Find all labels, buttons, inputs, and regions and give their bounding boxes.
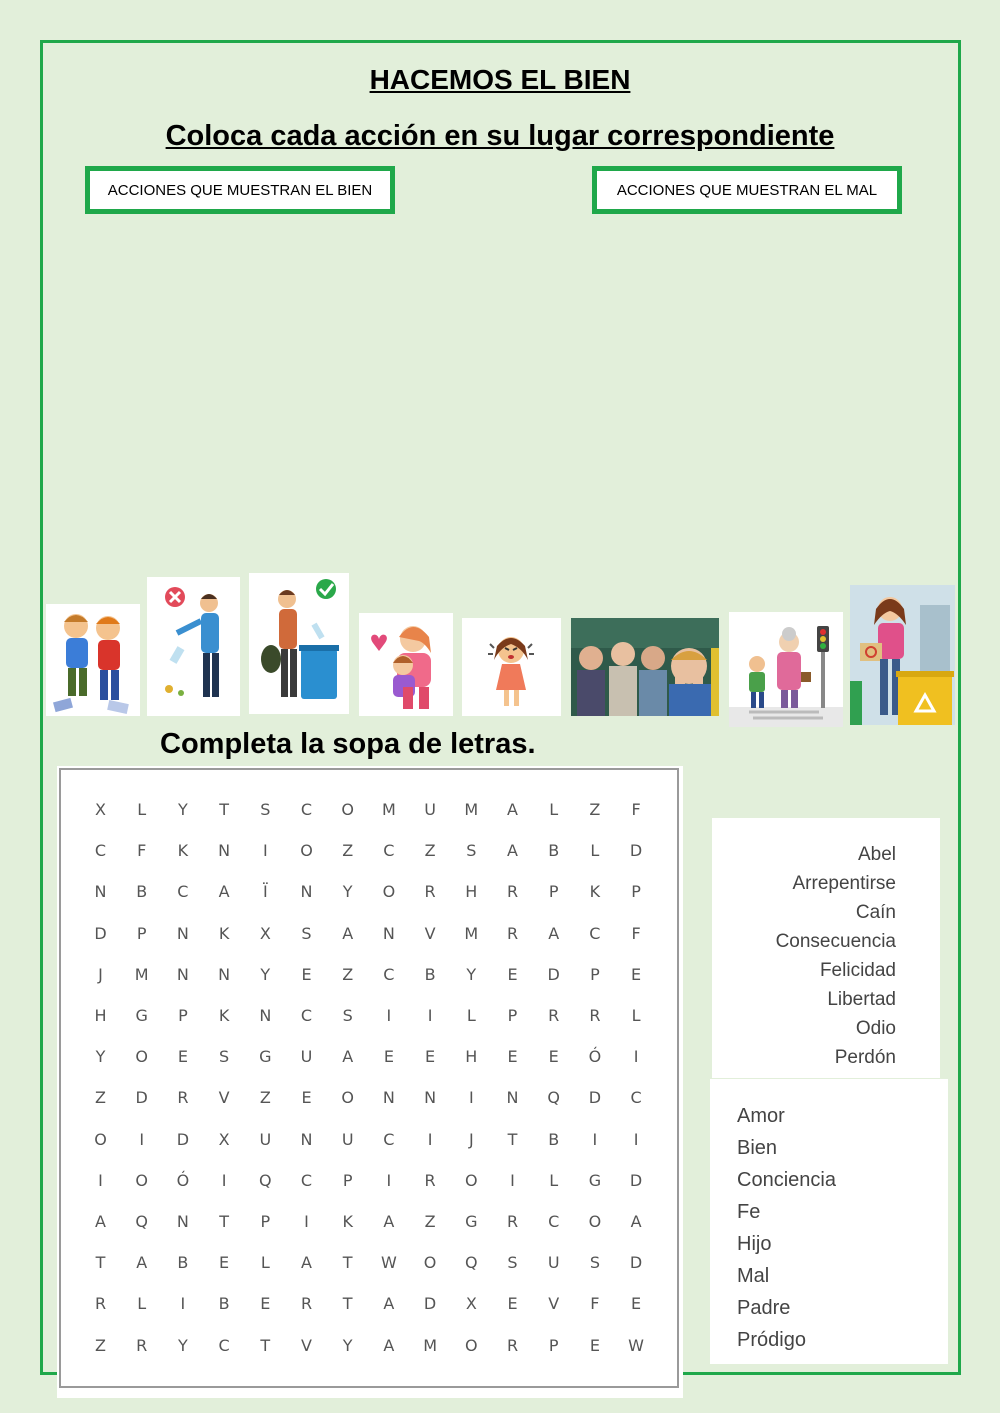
word-list-item: Bien (737, 1137, 778, 1159)
grid-cell[interactable]: O (465, 1335, 478, 1355)
bullying-photo-icon (571, 618, 719, 716)
grid-cell[interactable]: S (466, 841, 477, 861)
grid-cell[interactable]: I (221, 1170, 227, 1190)
instruction-subtitle: Coloca cada acción en su lugar correspondiente (165, 120, 835, 152)
grid-cell[interactable]: N (300, 882, 313, 902)
helping-elder-icon (729, 612, 843, 727)
grid-cell[interactable]: X (95, 800, 106, 819)
grid-cell[interactable]: Q (465, 1253, 478, 1273)
grid-cell[interactable]: Y (178, 1335, 188, 1355)
grid-cell[interactable]: D (423, 1294, 437, 1314)
grid-cell[interactable]: U (547, 1253, 560, 1273)
picture-bullying-photo[interactable] (571, 618, 719, 716)
grid-cell[interactable]: E (383, 1047, 394, 1067)
grid-cell[interactable]: C (548, 1212, 560, 1231)
grid-cell[interactable]: Y (178, 800, 188, 819)
grid-cell[interactable]: A (342, 1047, 354, 1067)
grid-cell[interactable]: A (383, 1335, 395, 1355)
grid-cell[interactable]: C (177, 882, 189, 902)
grid-cell[interactable]: Q (547, 1088, 560, 1108)
grid-cell[interactable]: C (94, 841, 107, 861)
grid-cell[interactable]: B (548, 1129, 560, 1149)
grid-cell[interactable]: W (628, 1335, 644, 1355)
grid-cell[interactable]: E (425, 1047, 436, 1067)
grid-cell[interactable]: I (386, 1170, 392, 1190)
picture-helping-elder[interactable] (729, 612, 843, 727)
grid-cell[interactable]: Z (259, 1088, 271, 1108)
grid-cell[interactable]: L (549, 1170, 559, 1190)
word-list-item: Hijo (737, 1233, 772, 1255)
grid-cell[interactable]: E (507, 1047, 518, 1067)
grid-cell[interactable]: C (300, 800, 313, 819)
grid-cell[interactable]: T (219, 1212, 229, 1231)
grid-cell[interactable]: A (342, 923, 354, 943)
word-list-right (712, 818, 940, 1078)
word-list-item: Pródigo (737, 1329, 806, 1351)
grid-cell[interactable]: F (631, 923, 641, 943)
grid-cell[interactable]: L (549, 800, 559, 819)
grid-cell[interactable]: H (465, 1047, 478, 1067)
grid-cell[interactable]: E (301, 1088, 312, 1108)
grid-cell[interactable]: K (589, 882, 601, 902)
grid-cell[interactable]: P (342, 1170, 353, 1190)
grid-cell[interactable]: F (137, 841, 147, 861)
grid-cell[interactable]: A (383, 1212, 395, 1231)
grid-cell[interactable]: X (218, 1129, 230, 1149)
category-bad-label: ACCIONES QUE MUESTRAN EL MAL (592, 166, 902, 214)
grid-cell[interactable]: R (506, 1212, 519, 1231)
grid-cell[interactable]: R (506, 1335, 519, 1355)
grid-cell[interactable]: T (507, 1129, 518, 1149)
word-list-item: Padre (737, 1297, 791, 1319)
grid-cell[interactable]: P (178, 1006, 188, 1025)
grid-cell[interactable]: Z (424, 1212, 436, 1231)
grid-cell[interactable]: A (301, 1253, 312, 1273)
grid-cell[interactable]: D (94, 923, 107, 943)
grid-cell[interactable]: B (177, 1253, 189, 1273)
grid-cell[interactable]: R (424, 882, 436, 902)
grid-cell[interactable]: V (548, 1294, 560, 1314)
grid-cell[interactable]: Q (259, 1170, 272, 1190)
grid-cell[interactable]: A (95, 1212, 106, 1231)
grid-cell[interactable]: N (424, 1088, 437, 1108)
page-title: HACEMOS EL BIEN (369, 64, 631, 95)
grid-cell[interactable]: F (631, 800, 641, 819)
grid-cell[interactable]: V (424, 923, 436, 943)
kids-fighting-icon (46, 604, 140, 716)
grid-cell[interactable]: S (589, 1253, 600, 1273)
grid-cell[interactable]: Q (135, 1212, 148, 1231)
grid-cell[interactable]: N (382, 1088, 395, 1108)
grid-cell[interactable]: Z (95, 1088, 106, 1108)
grid-cell[interactable]: R (136, 1335, 148, 1355)
grid-cell[interactable]: M (464, 800, 479, 819)
grid-cell[interactable]: M (423, 1335, 437, 1355)
grid-cell[interactable]: P (631, 882, 641, 902)
recycling-plastic-icon (850, 585, 955, 725)
picture-recycling[interactable] (249, 573, 349, 714)
grid-cell[interactable]: N (300, 1129, 313, 1149)
grid-cell[interactable]: A (383, 1294, 395, 1314)
grid-cell[interactable]: P (548, 882, 559, 902)
grid-cell[interactable]: O (382, 882, 396, 902)
grid-cell[interactable]: I (139, 1129, 145, 1149)
grid-cell[interactable]: R (300, 1294, 313, 1314)
grid-cell[interactable]: T (342, 1253, 353, 1273)
grid-cell[interactable]: P (548, 1335, 559, 1355)
grid-cell[interactable]: B (548, 841, 560, 861)
grid-cell[interactable]: J (98, 964, 103, 984)
grid-cell[interactable]: C (383, 964, 395, 984)
grid-cell[interactable]: T (219, 800, 229, 819)
grid-cell[interactable]: E (548, 1047, 559, 1067)
picture-kids-fighting[interactable] (46, 604, 140, 716)
grid-cell[interactable]: I (427, 1006, 433, 1025)
grid-cell[interactable]: S (219, 1047, 230, 1067)
grid-cell[interactable]: R (548, 1006, 560, 1025)
grid-cell[interactable]: N (218, 964, 231, 984)
grid-cell[interactable]: N (382, 923, 395, 943)
grid-cell[interactable]: H (465, 882, 478, 902)
grid-cell[interactable]: I (427, 1129, 433, 1149)
grid-cell[interactable]: S (301, 923, 312, 943)
grid-cell[interactable]: U (259, 1129, 272, 1149)
grid-cell[interactable]: P (590, 964, 600, 984)
grid-cell[interactable]: X (259, 923, 271, 943)
grid-cell[interactable]: N (176, 1212, 189, 1231)
grid-cell[interactable]: S (342, 1006, 353, 1025)
grid-cell[interactable]: C (300, 1170, 313, 1190)
grid-cell[interactable]: D (588, 1088, 602, 1108)
grid-cell[interactable]: Y (466, 964, 477, 984)
grid-cell[interactable]: Z (589, 800, 601, 819)
grid-cell[interactable]: P (260, 1212, 271, 1231)
grid-cell[interactable]: K (218, 1006, 230, 1025)
grid-cell[interactable]: P (136, 923, 147, 943)
grid-cell[interactable]: E (260, 1294, 271, 1314)
grid-cell[interactable]: S (507, 1253, 518, 1273)
grid-cell[interactable]: E (301, 964, 312, 984)
grid-cell[interactable]: R (589, 1006, 601, 1025)
grid-cell[interactable]: I (633, 1047, 639, 1067)
grid-cell[interactable]: O (423, 1253, 437, 1273)
grid-cell[interactable]: I (304, 1212, 309, 1231)
grid-cell[interactable]: R (424, 1170, 436, 1190)
grid-cell[interactable]: O (341, 800, 354, 819)
word-list-item: Libertad (827, 989, 896, 1010)
word-list-left (710, 1079, 948, 1364)
grid-cell[interactable]: N (176, 964, 189, 984)
word-list-item: Conciencia (737, 1169, 836, 1191)
grid-cell[interactable]: E (507, 1294, 518, 1314)
grid-cell[interactable]: O (94, 1129, 107, 1149)
grid-cell[interactable]: D (629, 1253, 643, 1273)
wordsearch-heading: Completa la sopa de letras. (160, 728, 536, 760)
word-list-item: Odio (855, 1018, 896, 1039)
grid-cell[interactable]: P (507, 1006, 518, 1025)
hugging-icon (359, 613, 453, 716)
grid-cell[interactable]: B (424, 964, 436, 984)
grid-cell[interactable]: Ó (588, 1047, 602, 1067)
grid-cell[interactable]: A (507, 800, 518, 819)
word-list-item: Consecuencia (775, 931, 896, 952)
grid-cell[interactable]: N (94, 882, 107, 902)
grid-cell[interactable]: I (386, 1006, 392, 1025)
grid-cell[interactable]: O (341, 1088, 354, 1108)
grid-cell[interactable]: U (424, 800, 436, 819)
drop-zone-bad[interactable] (592, 220, 902, 570)
picture-recycling-plastic[interactable] (850, 585, 955, 725)
grid-cell[interactable]: O (135, 1170, 148, 1190)
grid-cell[interactable]: I (468, 1088, 474, 1108)
grid-cell[interactable]: M (464, 923, 479, 943)
grid-cell[interactable]: E (631, 964, 642, 984)
grid-cell[interactable]: A (630, 1212, 642, 1231)
grid-cell[interactable]: G (588, 1170, 602, 1190)
word-list-item: Arrepentirse (792, 873, 896, 894)
grid-cell[interactable]: Z (424, 841, 436, 861)
grid-cell[interactable]: N (176, 923, 189, 943)
grid-cell[interactable]: C (300, 1006, 313, 1025)
grid-cell[interactable]: K (218, 923, 230, 943)
word-list-item: Amor (737, 1105, 785, 1127)
grid-cell[interactable]: X (465, 1294, 477, 1314)
picture-angry-girl[interactable] (462, 618, 561, 716)
grid-cell[interactable]: I (262, 841, 268, 861)
grid-cell[interactable]: I (592, 1129, 598, 1149)
grid-cell[interactable]: E (219, 1253, 230, 1273)
grid-cell[interactable]: D (629, 841, 643, 861)
grid-cell[interactable]: J (468, 1129, 474, 1149)
grid-cell[interactable]: M (381, 800, 396, 819)
grid-cell[interactable]: H (94, 1006, 107, 1025)
category-good-label: ACCIONES QUE MUESTRAN EL BIEN (85, 166, 395, 214)
grid-cell[interactable]: O (300, 841, 313, 861)
grid-cell[interactable]: Z (95, 1335, 106, 1355)
word-list-item: Felicidad (819, 960, 896, 981)
grid-cell[interactable]: D (135, 1088, 148, 1108)
picture-hugging[interactable] (359, 613, 453, 716)
grid-cell[interactable]: Ï (262, 882, 268, 902)
grid-cell[interactable]: I (633, 1129, 639, 1149)
grid-cell[interactable]: O (135, 1047, 148, 1067)
grid-cell[interactable]: C (383, 1129, 395, 1149)
word-list-item: Caín (855, 902, 896, 923)
drop-zone-good[interactable] (85, 220, 395, 570)
grid-cell[interactable]: R (506, 923, 519, 943)
grid-cell[interactable]: A (548, 923, 560, 943)
grid-cell[interactable]: K (342, 1212, 353, 1231)
grid-cell[interactable]: K (177, 841, 189, 861)
grid-cell[interactable]: B (218, 1294, 230, 1314)
grid-cell[interactable]: D (629, 1170, 643, 1190)
grid-cell[interactable]: L (137, 1294, 147, 1314)
grid-cell[interactable]: D (176, 1129, 190, 1149)
picture-littering[interactable] (147, 577, 240, 716)
grid-cell[interactable]: C (589, 923, 601, 943)
grid-cell[interactable]: V (218, 1088, 230, 1108)
grid-cell[interactable]: T (260, 1335, 271, 1355)
grid-cell[interactable]: S (260, 800, 271, 819)
grid-cell[interactable]: U (341, 1129, 354, 1149)
grid-cell[interactable]: B (136, 882, 148, 902)
grid-cell[interactable]: L (466, 1006, 476, 1025)
grid-cell[interactable]: C (218, 1335, 230, 1355)
grid-cell[interactable]: N (259, 1006, 272, 1025)
grid-cell[interactable]: L (590, 841, 600, 861)
grid-cell[interactable]: Ó (176, 1170, 190, 1190)
grid-cell[interactable]: U (300, 1047, 313, 1067)
grid-cell[interactable]: L (260, 1253, 270, 1273)
grid-cell[interactable]: A (507, 841, 518, 861)
grid-cell[interactable]: E (507, 964, 518, 984)
grid-cell[interactable]: M (134, 964, 149, 984)
angry-girl-icon (462, 618, 561, 716)
grid-cell[interactable]: N (506, 1088, 519, 1108)
grid-cell[interactable]: T (342, 1294, 353, 1314)
word-list-item: Mal (737, 1265, 770, 1287)
grid-cell[interactable]: R (506, 882, 519, 902)
grid-cell[interactable]: Y (260, 964, 271, 984)
grid-cell[interactable]: L (137, 800, 147, 819)
grid-cell[interactable]: W (380, 1253, 397, 1273)
grid-cell[interactable]: O (465, 1170, 478, 1190)
grid-cell[interactable]: A (136, 1253, 148, 1273)
grid-cell[interactable]: C (383, 841, 395, 861)
grid-cell[interactable]: E (177, 1047, 188, 1067)
grid-cell[interactable]: Z (342, 841, 354, 861)
grid-cell[interactable]: I (510, 1170, 515, 1190)
grid-cell[interactable]: L (631, 1006, 641, 1025)
grid-cell[interactable]: Y (342, 882, 353, 902)
grid-cell[interactable]: Y (342, 1335, 353, 1355)
wordsearch-panel (57, 766, 683, 1398)
grid-cell[interactable]: Z (342, 964, 354, 984)
grid-cell[interactable]: I (180, 1294, 186, 1314)
grid-cell[interactable]: F (590, 1294, 600, 1314)
word-list-item: Abel (857, 844, 896, 865)
grid-cell[interactable]: N (218, 841, 231, 861)
word-list-item: Fe (737, 1201, 761, 1223)
grid-cell[interactable]: O (588, 1212, 602, 1231)
grid-cell[interactable]: R (177, 1088, 189, 1108)
grid-cell[interactable]: Y (95, 1047, 106, 1067)
word-list-item: Perdón (834, 1047, 896, 1068)
grid-cell[interactable]: G (465, 1212, 478, 1231)
grid-cell[interactable]: G (259, 1047, 272, 1067)
grid-cell[interactable]: R (94, 1294, 107, 1314)
recycling-icon (249, 573, 349, 714)
grid-cell[interactable]: E (631, 1294, 642, 1314)
grid-cell[interactable]: C (630, 1088, 642, 1108)
grid-cell[interactable]: A (218, 882, 230, 902)
grid-cell[interactable]: V (301, 1335, 312, 1355)
grid-cell[interactable]: G (135, 1006, 148, 1025)
littering-icon (147, 577, 240, 716)
grid-cell[interactable]: I (98, 1170, 103, 1190)
grid-cell[interactable]: T (95, 1253, 106, 1273)
grid-cell[interactable]: D (547, 964, 560, 984)
grid-cell[interactable]: E (589, 1335, 600, 1355)
